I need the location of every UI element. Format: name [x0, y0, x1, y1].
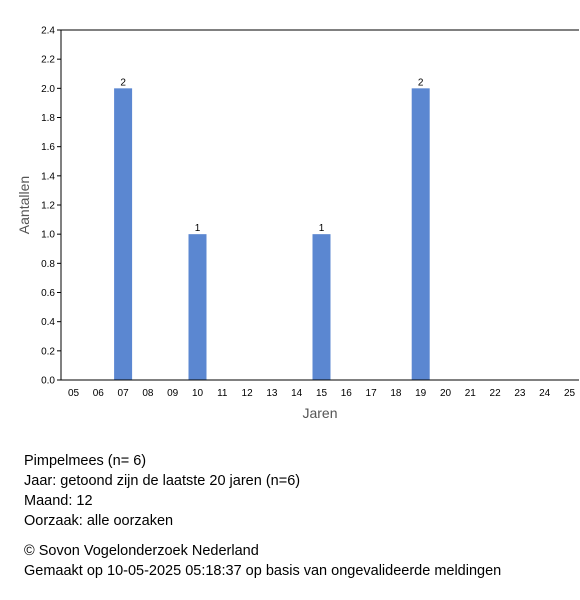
y-axis-title: Aantallen — [16, 175, 32, 235]
x-tick-label: 08 — [142, 388, 154, 399]
y-tick-label: 2.0 — [41, 83, 55, 95]
x-tick-label: 05 — [67, 388, 80, 399]
y-tick-label: 0.4 — [41, 317, 55, 329]
data-label: 1 — [318, 223, 325, 235]
y-tick-label: 1.0 — [41, 229, 55, 241]
x-tick-label: 22 — [489, 388, 501, 399]
y-tick-label: 2.2 — [41, 54, 55, 66]
y-tick-label: 1.2 — [41, 200, 55, 212]
data-label: 2 — [120, 77, 126, 89]
copyright-line: © Sovon Vogelonderzoek Nederland — [24, 543, 259, 559]
x-tick-label: 19 — [415, 388, 427, 399]
x-axis-title: Jaren — [302, 405, 338, 421]
x-tick-label: 18 — [390, 388, 402, 399]
x-tick-label: 11 — [217, 388, 228, 399]
x-tick-label: 12 — [241, 388, 253, 399]
generated-line: Gemaakt op 10-05-2025 05:18:37 op basis van ongevalideerde meldingen — [24, 563, 502, 579]
y-tick-label: 1.6 — [41, 142, 55, 154]
y-tick-label: 1.8 — [41, 113, 55, 124]
x-tick-label: 09 — [167, 388, 179, 399]
x-tick-label: 21 — [464, 388, 476, 399]
x-tick-label: 16 — [340, 388, 352, 399]
x-tick-label: 06 — [92, 388, 104, 399]
y-tick-label: 0.0 — [41, 375, 55, 387]
y-tick-label: 1.4 — [41, 171, 55, 183]
y-tick-label: 0.8 — [41, 258, 55, 270]
credits — [24, 541, 501, 581]
x-tick-label: 07 — [117, 388, 129, 399]
data-label: 2 — [417, 77, 424, 89]
year-line: Jaar: getoond zijn de laatste 20 jaren (n=6) — [24, 473, 301, 489]
x-tick-label: 24 — [539, 388, 551, 399]
bar — [313, 234, 331, 380]
month-line: Maand: 12 — [24, 493, 93, 509]
y-tick-label: 2.4 — [41, 25, 55, 37]
x-tick-label: 15 — [315, 388, 328, 399]
cause-line: Oorzaak: alle oorzaken — [24, 513, 174, 529]
species-line: Pimpelmees (n= 6) — [24, 453, 147, 469]
bar — [114, 88, 132, 380]
x-tick-label: 25 — [563, 388, 576, 399]
x-tick-label: 17 — [365, 388, 377, 399]
data-label: 1 — [194, 223, 201, 235]
y-tick-label: 0.6 — [41, 288, 55, 299]
x-tick-label: 20 — [439, 388, 452, 399]
x-tick-label: 13 — [266, 388, 278, 399]
x-tick-label: 23 — [514, 388, 526, 399]
bar — [189, 234, 207, 380]
bar — [412, 88, 430, 380]
y-tick-label: 0.2 — [41, 346, 55, 358]
x-tick-label: 14 — [291, 388, 303, 399]
chart-info — [24, 451, 300, 531]
x-tick-label: 10 — [191, 388, 204, 399]
